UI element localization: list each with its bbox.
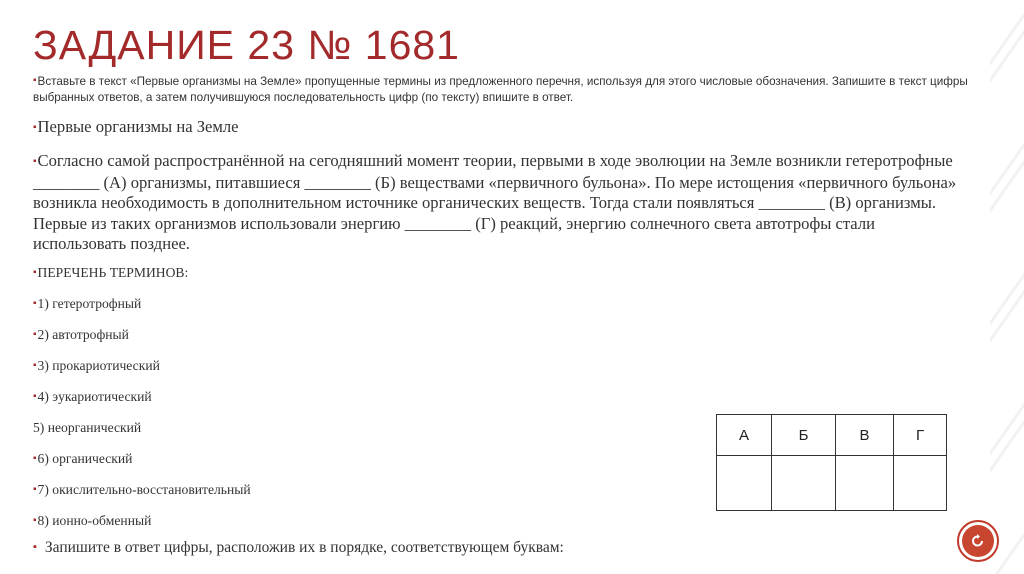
- bullet-icon: ▪: [33, 484, 37, 495]
- term-text: 6) органический: [37, 451, 133, 466]
- header-cell-a: А: [717, 415, 772, 456]
- terms-list-title: [33, 265, 188, 281]
- terms-list-title-text: ПЕРЕЧЕНЬ ТЕРМИНОВ:: [37, 265, 189, 280]
- header-cell-v: В: [836, 415, 894, 456]
- answer-table-row: [717, 456, 947, 511]
- list-item: [33, 389, 152, 405]
- answer-cell-b[interactable]: [772, 456, 836, 511]
- bullet-icon: ▪: [33, 122, 37, 133]
- term-text: 5) неорганический: [33, 420, 142, 435]
- circle-arrow-inner: [962, 525, 994, 557]
- header-cell-g: Г: [894, 415, 947, 456]
- list-item: [33, 296, 141, 312]
- term-text: 1) гетеротрофный: [37, 296, 142, 311]
- decorative-stripes: [990, 0, 1024, 574]
- bullet-icon: ▪: [33, 541, 37, 553]
- task-text: [33, 151, 963, 255]
- term-text: 7) окислительно-восстановительный: [37, 482, 251, 497]
- list-item: [33, 451, 132, 467]
- term-text: 3) прокариотический: [37, 358, 160, 373]
- bullet-icon: ▪: [33, 453, 37, 464]
- bullet-icon: ▪: [33, 267, 37, 278]
- bullet-icon: ▪: [33, 515, 37, 526]
- bullet-icon: ▪: [33, 360, 37, 371]
- answer-cell-g[interactable]: [894, 456, 947, 511]
- answer-cell-v[interactable]: [836, 456, 894, 511]
- text-heading: [33, 117, 239, 139]
- header-cell-b: Б: [772, 415, 836, 456]
- bullet-icon: ▪: [33, 329, 37, 340]
- bullet-icon: ▪: [33, 298, 37, 309]
- term-text: 2) автотрофный: [37, 327, 129, 342]
- bullet-icon: ▪: [33, 75, 37, 86]
- final-instruction: [33, 539, 564, 557]
- term-text: 4) эукариотический: [37, 389, 152, 404]
- list-item: [33, 482, 251, 498]
- answer-table-header: [717, 415, 947, 456]
- circle-arrow-icon[interactable]: [957, 520, 999, 562]
- list-item: [33, 358, 160, 374]
- answer-cell-a[interactable]: [717, 456, 772, 511]
- instruction: [33, 73, 993, 106]
- heading-text: Первые организмы на Земле: [37, 117, 239, 136]
- final-text: Запишите в ответ цифры, расположив их в порядке, соответствующем буквам:: [44, 539, 564, 556]
- instruction-text: Вставьте в текст «Первые организмы на Земле» пропущенные термины из предложенного перечня, используя для этого числовые обозначения. Запишите в текст цифры выбранных ответов, а затем получившуюся последовательность цифр (по тексту) впишите в ответ.: [33, 75, 968, 104]
- term-text: 8) ионно-обменный: [37, 513, 152, 528]
- answer-table: [716, 414, 947, 511]
- body-text: Согласно самой распространённой на сегодняшний момент теории, первыми в ходе эволюции на Земле возникли гетеротрофные ________ (А) организмы, питавшиеся ________ (Б) веществами «первичного бульона». По мере истощения «первичного бульона» возникла необходимость в дополнительном источнике органических веществ. Тогда стали появляться ________ (В) организмы. Первые из таких организмов использовали энергию ________ (Г) реакций, энергию солнечного света автотрофы стали использовать позднее.: [33, 151, 957, 253]
- bullet-icon: ▪: [33, 156, 37, 167]
- list-item: [33, 513, 151, 529]
- bullet-icon: ▪: [33, 391, 37, 402]
- page-title: ЗАДАНИЕ 23 № 1681: [33, 22, 460, 68]
- arrow-icon: [969, 532, 987, 550]
- list-item: [33, 420, 141, 436]
- list-item: [33, 327, 129, 343]
